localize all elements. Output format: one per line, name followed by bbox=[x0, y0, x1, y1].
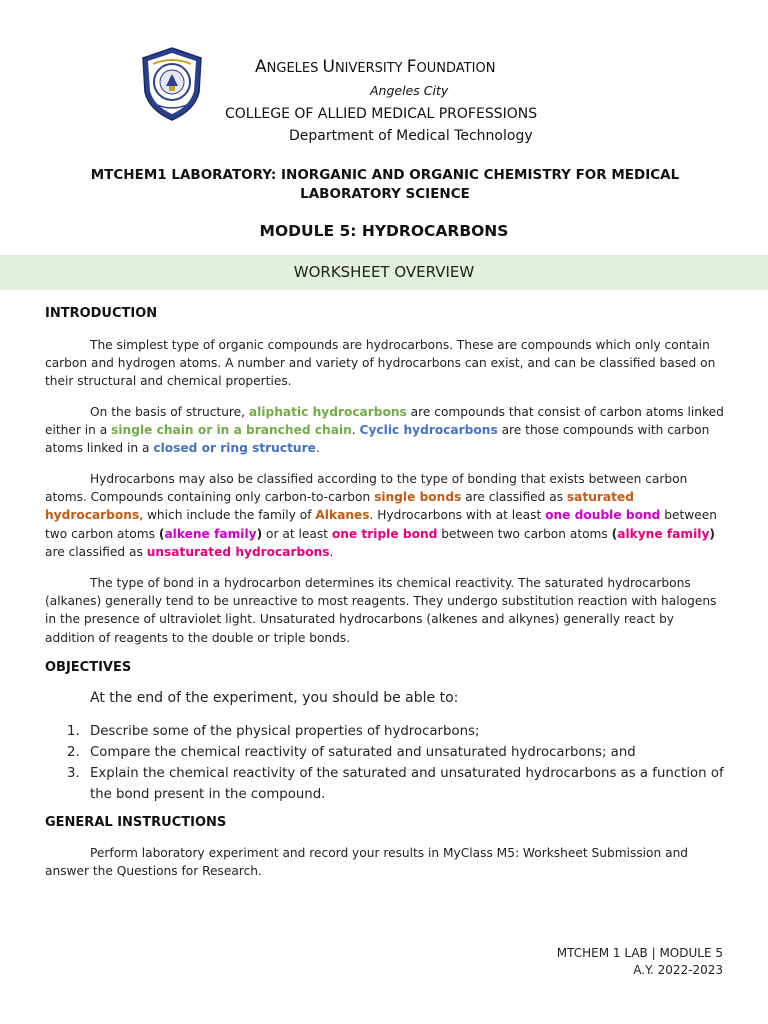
department-name: Department of Medical Technology bbox=[289, 128, 533, 144]
footer-academic-year: A.Y. 2022-2023 bbox=[633, 963, 723, 977]
list-item: 1. Describe some of the physical properties of hydrocarbons; bbox=[67, 724, 480, 739]
page-footer bbox=[557, 945, 723, 979]
term-closed-ring-structure: closed or ring structure bbox=[153, 441, 316, 456]
objectives-list bbox=[45, 721, 735, 805]
intro-paragraph-3: Hydrocarbons may also be classified according to the type of bonding that exists between carbon atoms. Compounds containing only carbon-to-carbon single bonds are classified as saturated hydrocarbons, which include the family of Alkanes. Hydrocarbons with at least one double bond between two carbon atoms (alkene family) or at least one triple bond between two carbon atoms (alkyne family) are classified as unsaturated hydrocarbons. bbox=[45, 472, 717, 559]
course-title-line-2: LABORATORY SCIENCE bbox=[300, 186, 470, 202]
term-saturated-hydrocarbons: saturated hydrocarbons bbox=[45, 490, 634, 523]
city-name: Angeles City bbox=[370, 83, 449, 98]
term-unsaturated-hydrocarbons: unsaturated hydrocarbons bbox=[146, 544, 330, 559]
term-alkene-family: alkene family bbox=[164, 526, 257, 541]
module-title: MODULE 5: HYDROCARBONS bbox=[259, 222, 509, 240]
list-item: 2. Compare the chemical reactivity of saturated and unsaturated hydrocarbons; and bbox=[67, 745, 636, 760]
worksheet-overview-band bbox=[0, 255, 768, 290]
term-alkyne-family: alkyne family bbox=[617, 526, 710, 541]
university-name: ANGELES UNIVERSITY FOUNDATION bbox=[255, 57, 496, 77]
term-cyclic-hydrocarbons: Cyclic hydrocarbons bbox=[359, 423, 498, 438]
footer-course-module: MTCHEM 1 LAB | MODULE 5 bbox=[556, 946, 723, 960]
instructions-paragraph: Perform laboratory experiment and record your results in MyClass M5: Worksheet Submission and answer the Questions for Research. bbox=[45, 846, 689, 879]
term-single-bonds: single bonds bbox=[374, 490, 462, 505]
term-one-triple-bond: one triple bond bbox=[331, 526, 438, 541]
course-title bbox=[70, 166, 700, 204]
objectives-lead: At the end of the experiment, you should be able to: bbox=[90, 690, 459, 706]
college-name: COLLEGE OF ALLIED MEDICAL PROFESSIONS bbox=[225, 106, 538, 122]
university-seal-logo bbox=[139, 46, 205, 122]
intro-paragraph-1: The simplest type of organic compounds are hydrocarbons. These are compounds which only contain carbon and hydrogen atoms. A number and variety of hydrocarbons can exist, and can be classified based on their structural and chemical properties. bbox=[45, 338, 716, 389]
objectives-heading: OBJECTIVES bbox=[45, 660, 132, 675]
term-aliphatic-hydrocarbons: aliphatic hydrocarbons bbox=[248, 405, 407, 419]
term-one-double-bond: one double bond bbox=[545, 508, 661, 523]
list-item: 3. Explain the chemical reactivity of the saturated and unsaturated hydrocarbons as a function of the bond present in the compound. bbox=[67, 766, 724, 802]
intro-paragraph-2: On the basis of structure, aliphatic hydrocarbons are compounds that consist of carbon atoms linked either in a single chain or in a branched chain. Cyclic hydrocarbons are those compounds with carbon atoms linked in a closed or ring structure. bbox=[45, 405, 724, 456]
term-single-or-branched-chain: single chain or in a branched chain bbox=[111, 423, 352, 438]
introduction-heading: INTRODUCTION bbox=[45, 306, 158, 321]
intro-paragraph-4: The type of bond in a hydrocarbon determines its chemical reactivity. The saturated hydrocarbons (alkanes) generally tend to be unreactive to most reagents. They undergo substitution reaction with halogens in the presence of ultraviolet light. Unsaturated hydrocarbons (alkenes and alkynes) generally react by addition of reagents to the double or triple bonds. bbox=[45, 576, 717, 645]
course-title-line-1: MTCHEM1 LABORATORY: INORGANIC AND ORGANIC CHEMISTRY FOR MEDICAL bbox=[90, 167, 680, 183]
general-instructions-heading: GENERAL INSTRUCTIONS bbox=[45, 815, 227, 830]
worksheet-overview-label: WORKSHEET OVERVIEW bbox=[293, 263, 475, 281]
term-alkanes: Alkanes bbox=[315, 508, 370, 523]
